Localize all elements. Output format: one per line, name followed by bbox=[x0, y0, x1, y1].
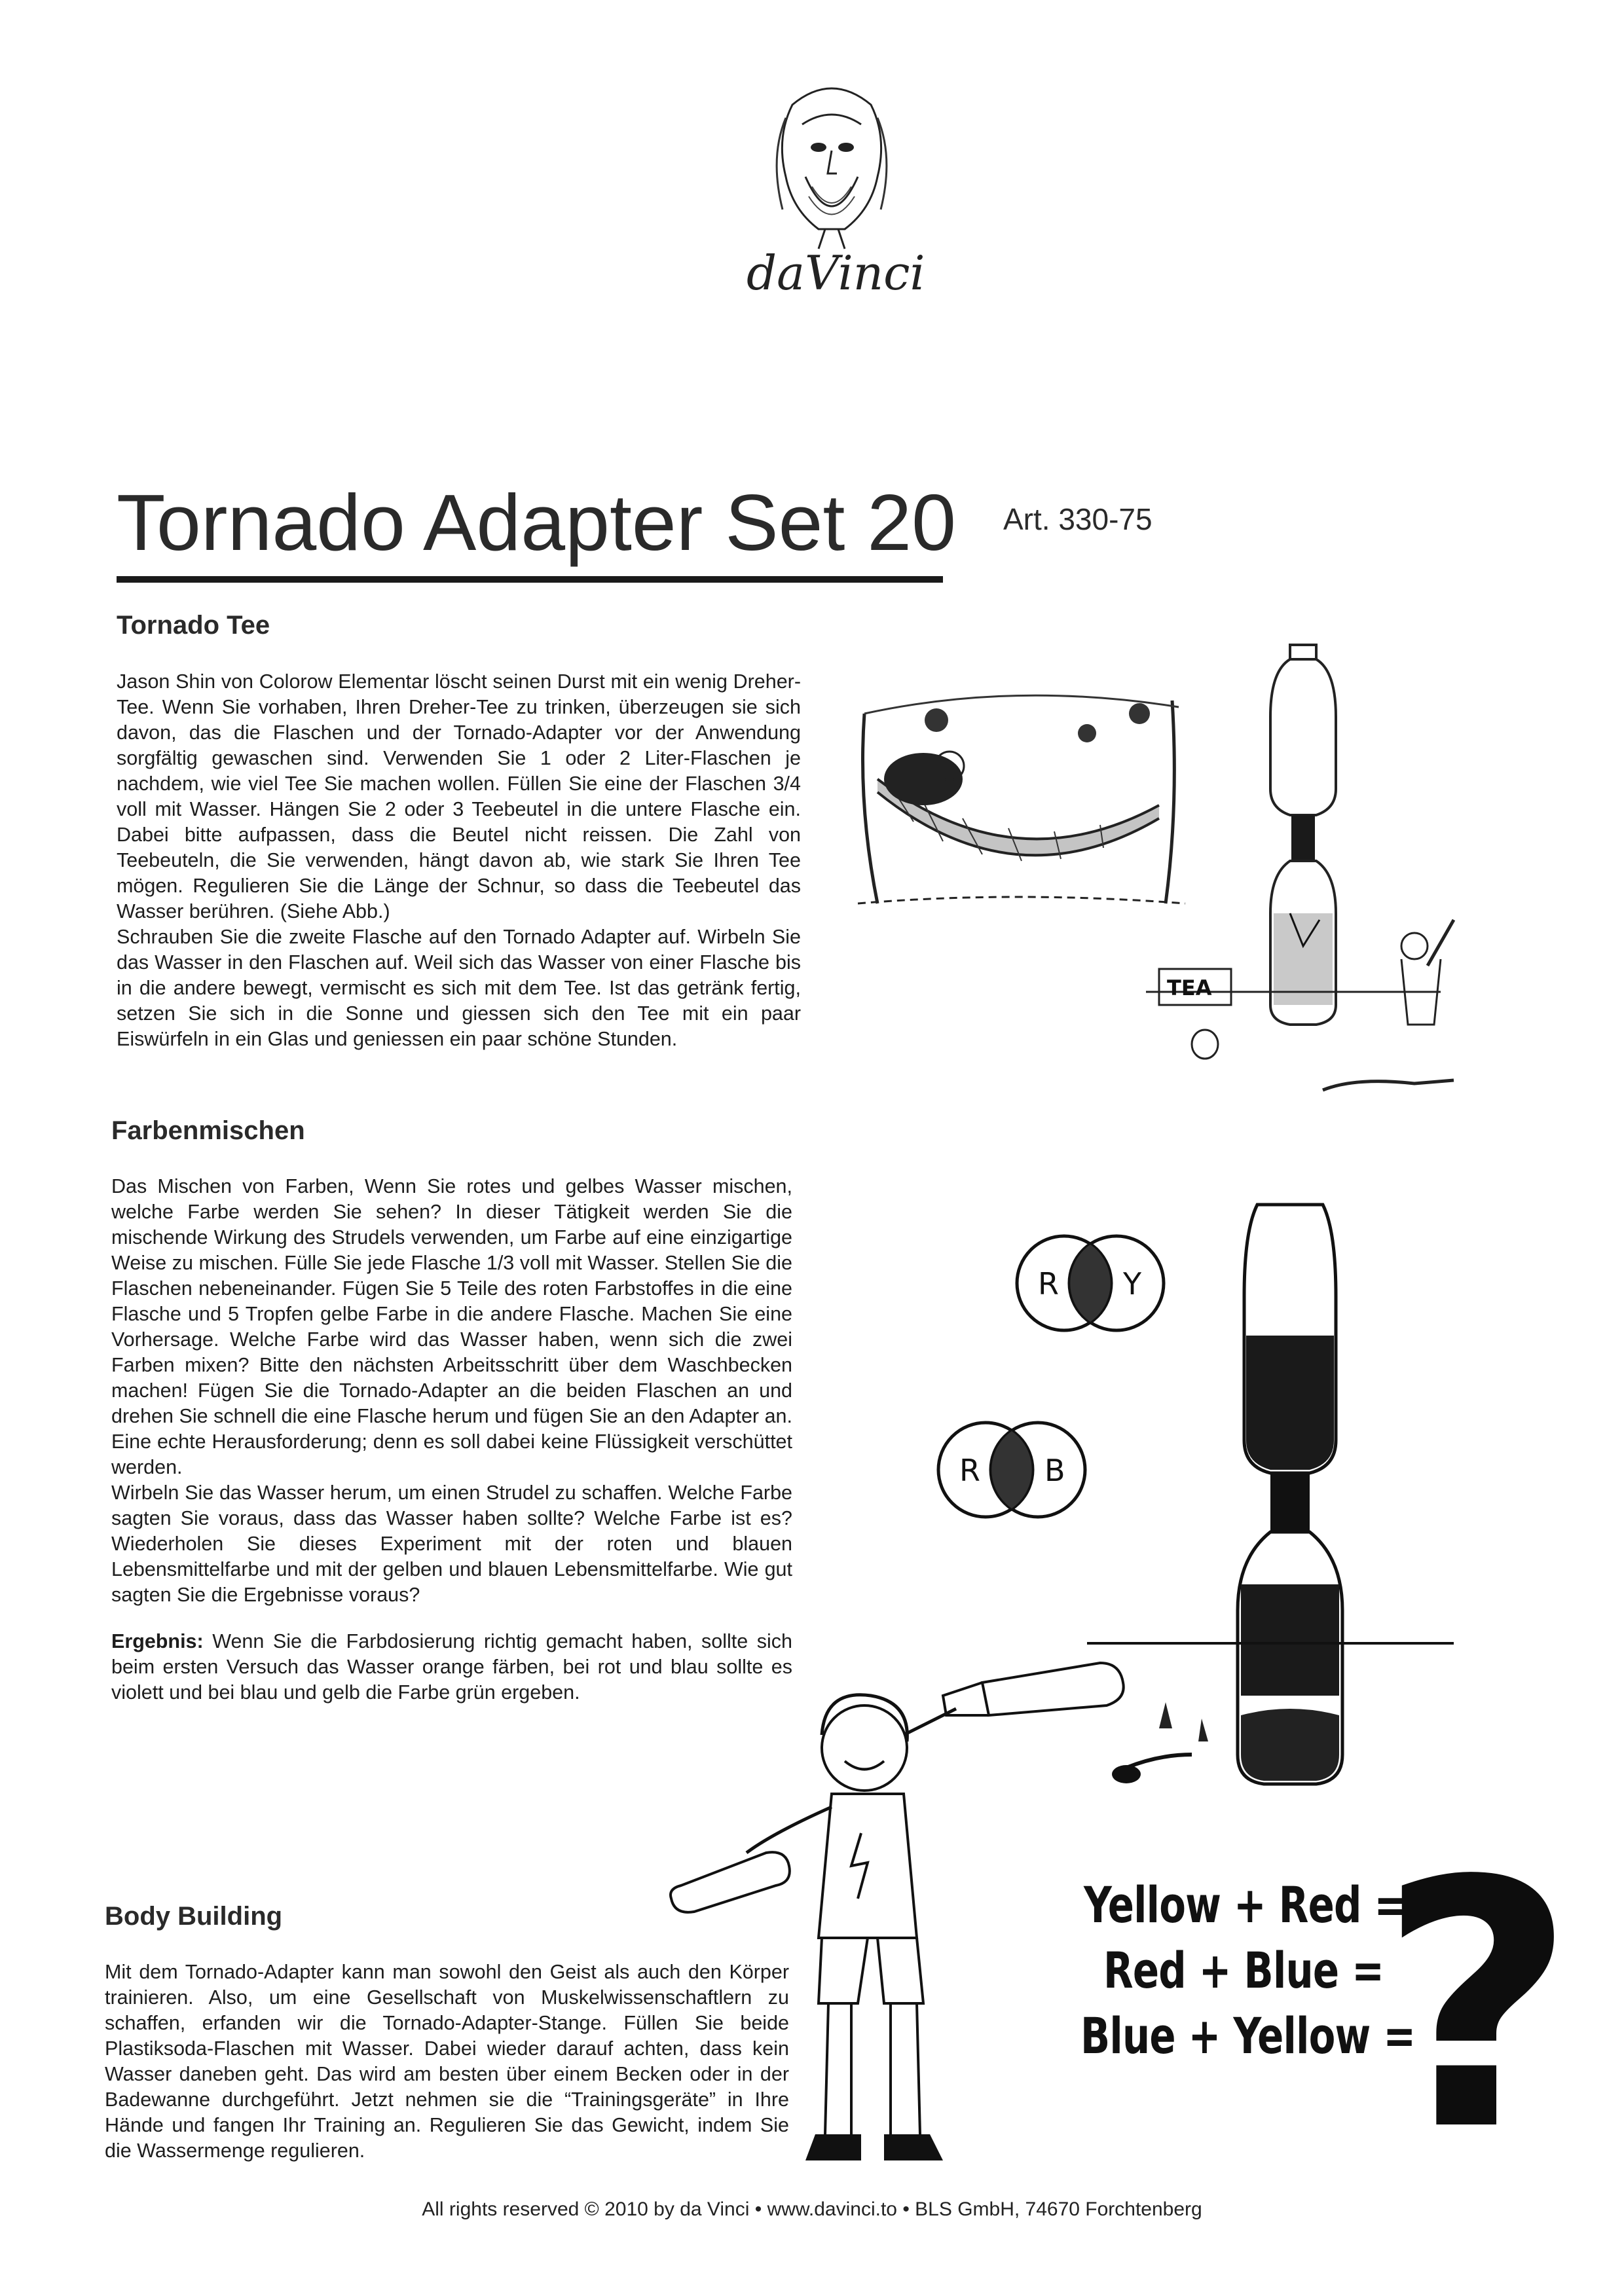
venn-diagram-red-blue bbox=[927, 1414, 1097, 1525]
tea-box-label: TEA bbox=[1167, 975, 1212, 1000]
venn-label-right: B bbox=[1044, 1453, 1065, 1488]
article-number: Art. 330-75 bbox=[1003, 502, 1153, 536]
formula-yellow-red: Yellow + Red = bbox=[1084, 1876, 1407, 1934]
result-paragraph bbox=[111, 1629, 792, 1705]
section-heading-tea: Tornado Tee bbox=[117, 611, 270, 640]
result-label: Ergebnis: bbox=[111, 1630, 204, 1652]
paragraph: Schrauben Sie die zweite Flasche auf den Tornado Adapter auf. Wirbeln Sie das Wasser in den Flaschen auf. Weil sich das Wasser von einer Flasche bis in die andere bewegt, vermischt es sich mit dem Tee. Ist das getränk fertig, setzen Sie sich in die Sonne und giessen sich den Tee mit ein paar Eiswürfeln in ein Glas und geniessen ein paar schöne Stunden. bbox=[117, 926, 801, 1050]
result-text: Wenn Sie die Farbdosierung richtig gemacht haben, sollte sich beim ersten Versuch das Wasser orange färben, bei rot und blau sollte es violett und bei blau und gelb die Farbe grün ergeben. bbox=[111, 1630, 793, 1704]
formula-red-blue: Red + Blue = bbox=[1103, 1941, 1384, 1999]
question-mark: ? bbox=[1378, 1808, 1576, 2205]
section-body-tea bbox=[117, 669, 801, 1052]
formula-blue-yellow: Blue + Yellow = bbox=[1080, 2007, 1416, 2065]
paragraph: Wirbeln Sie das Wasser herum, um einen Strudel zu schaffen. Welche Farbe sagten Sie voraus, dass das Wasser haben sollte? Welche Farbe ist es? Wiederholen Sie dieses Experiment mit der roten und blauen Lebensmittelfarbe und mit der gelben und blauen Lebensmittelfarbe. Wie gut sagten Sie die Ergebnisse voraus? bbox=[111, 1482, 792, 1606]
da-vinci-portrait-icon bbox=[747, 79, 917, 249]
logo bbox=[747, 79, 925, 314]
paragraph: Das Mischen von Farben, Wenn Sie rotes und gelbes Wasser mischen, welche Farbe werden Sie sehen? In dieser Tätigkeit werden Sie die mischende Wirkung des Strudels verwenden, um Farbe auf eine einzigartige Weise zu mischen. Fülle Sie jede Flasche 1/3 voll mit Wasser. Stellen Sie die Flaschen nebeneinander. Fügen Sie 5 Teile des roten Farbstoffes in die eine Flasche und 5 Tropfen gelbe Farbe in die andere Flasche. Machen Sie eine Vorhersage. Welche Farbe wird das Wasser haben, wenn sich die zwei Farben mixen? Bitte den nächsten Arbeitsschritt über dem Waschbecken machen! Fügen Sie die Tornado-Adapter an die beiden Flaschen an und drehen Sie schnell die eine Flasche herum und fügen Sie an den Adapter an. Eine echte Herausforderung; denn es soll dabei keine Flüssigkeit verschüttet werden. bbox=[111, 1175, 792, 1478]
paragraph: Mit dem Tornado-Adapter kann man sowohl den Geist als auch den Körper trainieren. Also, um eine Gesellschaft von Muskelwissenschaftlern zu schaffen, erfanden wir die Tornado-Adapter-Stange. Füllen Sie beide Plastiksoda-Flaschen mit Wasser. Dabei wieder darauf achten, dass kein Wasser daneben geht. Das wird am besten über einem Becken oder in der Badewanne durchgeführt. Jetzt nehmen sie die “Trainingsgeräte” in Ihre Hände und fangen Ihr Training an. Regulieren Sie das Gewicht, indem Sie die Wassermenge regulieren. bbox=[105, 1961, 789, 2162]
paragraph: Jason Shin von Colorow Elementar löscht seinen Durst mit ein wenig Dreher-Tee. Wenn Sie vorhaben, Ihren Dreher-Tee zu trinken, überzeugen sie sich davon, das die Flaschen und der Tornado-Adapter vor der Anwendung sorgfältig gewaschen sind. Verwenden Sie 1 oder 2 Liter-Flaschen je nachdem, wie viel Tee Sie machen wollen. Füllen Sie eine der Flaschen 3/4 voll mit Wasser. Hängen Sie 2 oder 3 Teebeutel in die untere Flasche ein. Dabei bitte aufpassen, dass die Beutel nicht reissen. Die Zahl von Teebeuteln, die Sie verwenden, hängt davon ab, wie stark Sie Ihren Tee mögen. Regulieren Sie die Länge der Schnur, so dass die Teebeutel das Wasser berühren. (Siehe Abb.) bbox=[117, 670, 801, 922]
bodybuilder-illustration bbox=[694, 1637, 1113, 2226]
tornado-color-bottles-illustration bbox=[1087, 1192, 1454, 1800]
page-title: Tornado Adapter Set 20 bbox=[117, 478, 956, 567]
venn-label-left: R bbox=[959, 1453, 980, 1488]
tornado-tea-bottles-illustration bbox=[1139, 638, 1441, 1136]
section-body-colors bbox=[111, 1174, 792, 1705]
section-body-body bbox=[105, 1959, 789, 2164]
title-underline bbox=[117, 576, 943, 583]
section-heading-colors: Farbenmischen bbox=[111, 1116, 305, 1145]
logo-text: daVinci bbox=[747, 246, 925, 301]
section-heading-body: Body Building bbox=[105, 1902, 283, 1931]
venn-label-left: R bbox=[1038, 1266, 1059, 1302]
footer: All rights reserved © 2010 by da Vinci • www.davinci.to • BLS GmbH, 74670 Forchtenberg bbox=[422, 2198, 1202, 2220]
venn-label-right: Y bbox=[1123, 1266, 1142, 1302]
